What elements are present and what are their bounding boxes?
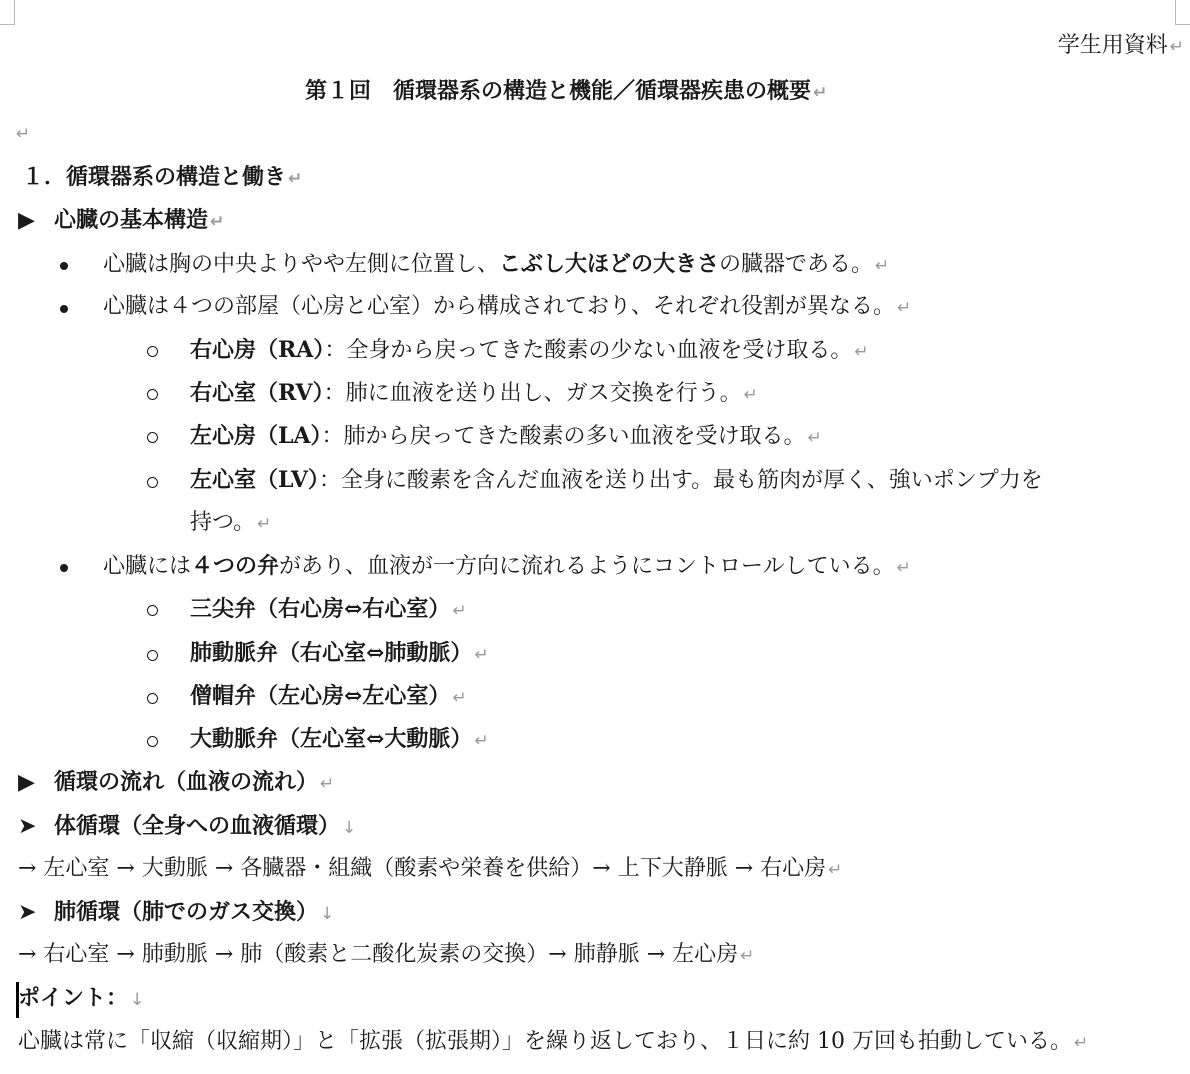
crop-mark-top-right: [1175, 0, 1190, 25]
paragraph-mark: ↵: [452, 601, 467, 621]
point-label-text: ポイント：: [18, 985, 129, 1011]
bullet-text-bold: こぶし大ほどの大きさ: [499, 251, 720, 277]
page-title-text: 第１回 循環器系の構造と機能／循環器疾患の概要: [305, 78, 812, 104]
point-label: [18, 983, 144, 1015]
sub-bullet-circle-icon: [147, 650, 158, 661]
bullet-text-post: があり、血液が一方向に流れるようにコントロールしている。: [279, 554, 895, 579]
valve-item: [190, 594, 467, 626]
paragraph-mark: ↵: [828, 860, 843, 880]
paragraph-mark: ↵: [896, 558, 911, 578]
chamber-desc: ：肺に血液を送り出し、ガス交換を行う。: [323, 381, 742, 406]
bullet-item: [103, 292, 911, 323]
paragraph-mark: ↵: [474, 731, 489, 751]
paragraph-mark: ↵: [452, 688, 467, 708]
empty-paragraph: [14, 118, 30, 149]
document-label: [1058, 31, 1184, 62]
paragraph-mark: ↵: [897, 298, 912, 318]
section-heading-text: １．循環器系の構造と働き: [22, 164, 287, 190]
valve-item: [190, 638, 489, 670]
triangle-bullet-icon: ▶: [18, 770, 35, 795]
systemic-heading-text: 体循環（全身への血液循環）: [54, 813, 341, 839]
paragraph-mark: ↵: [257, 514, 272, 534]
arrowhead-bullet-icon: ➤: [18, 814, 37, 839]
paragraph-mark: ↵: [474, 645, 489, 665]
bullet-text-bold: ４つの弁: [191, 553, 280, 579]
sub-bullet-circle-icon: [147, 736, 158, 747]
sub-bullet-circle-icon: [147, 477, 158, 488]
paragraph-mark: ↵: [16, 124, 31, 144]
paragraph-mark: ↵: [210, 212, 225, 232]
chamber-name: 左心室（LV）: [190, 467, 319, 493]
bullet-text-pre: 心臓には: [103, 554, 192, 579]
bullet-dot-icon: [60, 305, 68, 313]
sub-bullet-circle-icon: [147, 346, 158, 357]
chamber-desc: ：肺から戻ってきた酸素の多い血液を受け取る。: [321, 424, 806, 449]
paragraph-mark: ↵: [1073, 1033, 1089, 1053]
document-label-text: 学生用資料: [1057, 33, 1168, 58]
bullet-text-pre: 心臓は胸の中央よりやや左側に位置し、: [103, 252, 500, 277]
pulmonary-heading-text: 肺循環（肺でのガス交換）: [54, 899, 319, 925]
chamber-name: 右心房（RA）: [190, 337, 325, 363]
line-break-mark: ↓: [342, 818, 357, 838]
chamber-item: [190, 421, 822, 453]
paragraph-mark: ↵: [854, 342, 869, 362]
chamber-desc: ：全身から戻ってきた酸素の少ない血液を受け取る。: [324, 338, 853, 363]
crop-mark-top-left: [0, 0, 15, 25]
bullet-item: [103, 551, 911, 583]
page-title: [305, 76, 827, 108]
pulmonary-flow-text: → 右心室 → 肺動脈 → 肺（酸素と二酸化炭素の交換）→ 肺静脈 → 左心房: [18, 942, 739, 967]
chamber-desc: ：全身に酸素を含んだ血液を送り出す。最も筋肉が厚く、強いポンプ力を: [318, 468, 1043, 493]
bullet-item: [103, 249, 889, 281]
chamber-item: [190, 335, 869, 367]
valve-name: 三尖弁（右心房⇔右心室）: [190, 596, 451, 622]
chamber-desc-cont: 持つ。: [190, 510, 256, 535]
bullet-text-post: の臓器である。: [719, 252, 874, 277]
pulmonary-heading: [18, 897, 334, 929]
chamber-item: [190, 378, 758, 410]
valve-item: [190, 681, 467, 713]
valve-name: 大動脈弁（左心室⇔大動脈）: [190, 726, 473, 752]
sub-bullet-circle-icon: [147, 605, 158, 616]
subheading-text: 循環の流れ（血液の流れ）: [54, 769, 319, 795]
subheading-text: 心臓の基本構造: [54, 207, 209, 233]
bullet-dot-icon: [60, 564, 68, 572]
valve-item: [190, 724, 489, 756]
paragraph-mark: ↵: [740, 946, 755, 966]
sub-bullet-circle-icon: [147, 432, 158, 443]
sub-bullet-circle-icon: [147, 693, 158, 704]
systemic-flow-text: → 左心室 → 大動脈 → 各臓器・組織（酸素や栄養を供給）→ 上下大静脈 → 右心房: [18, 856, 827, 881]
triangle-bullet-icon: ▶: [18, 208, 35, 233]
bullet-text: 心臓は４つの部屋（心房と心室）から構成されており、それぞれ役割が異なる。: [103, 294, 896, 319]
paragraph-mark: ↵: [1169, 37, 1184, 57]
arrowhead-bullet-icon: ➤: [18, 900, 37, 925]
paragraph-mark: ↵: [743, 385, 758, 405]
line-break-mark: ↓: [320, 904, 335, 924]
section-heading: [22, 162, 302, 194]
sub-bullet-circle-icon: [147, 389, 158, 400]
valve-name: 肺動脈弁（右心室⇔肺動脈）: [190, 640, 473, 666]
systemic-heading: [18, 811, 356, 843]
bullet-dot-icon: [60, 262, 68, 270]
line-break-mark: ↓: [130, 990, 145, 1010]
subheading-circulation: [18, 767, 334, 799]
systemic-flow: [18, 854, 842, 885]
subheading-heart-structure: [18, 205, 224, 237]
chamber-item-continuation: [190, 508, 271, 539]
paragraph-mark: ↵: [813, 83, 828, 103]
paragraph-mark: ↵: [807, 428, 822, 448]
paragraph-mark: ↵: [320, 774, 335, 794]
paragraph-mark: ↵: [875, 256, 890, 276]
chamber-item: [190, 465, 1043, 496]
pulmonary-flow: [18, 940, 754, 971]
point-text-body: 心臓は常に「収縮（収縮期）」と「拡張（拡張期）」を繰り返しており、１日に約 10 万回も拍動している。: [18, 1029, 1072, 1054]
chamber-name: 右心室（RV）: [190, 380, 324, 406]
point-text: [18, 1027, 1088, 1058]
valve-name: 僧帽弁（左心房⇔左心室）: [190, 683, 451, 709]
paragraph-mark: ↵: [288, 169, 303, 189]
chamber-name: 左心房（LA）: [190, 423, 322, 449]
